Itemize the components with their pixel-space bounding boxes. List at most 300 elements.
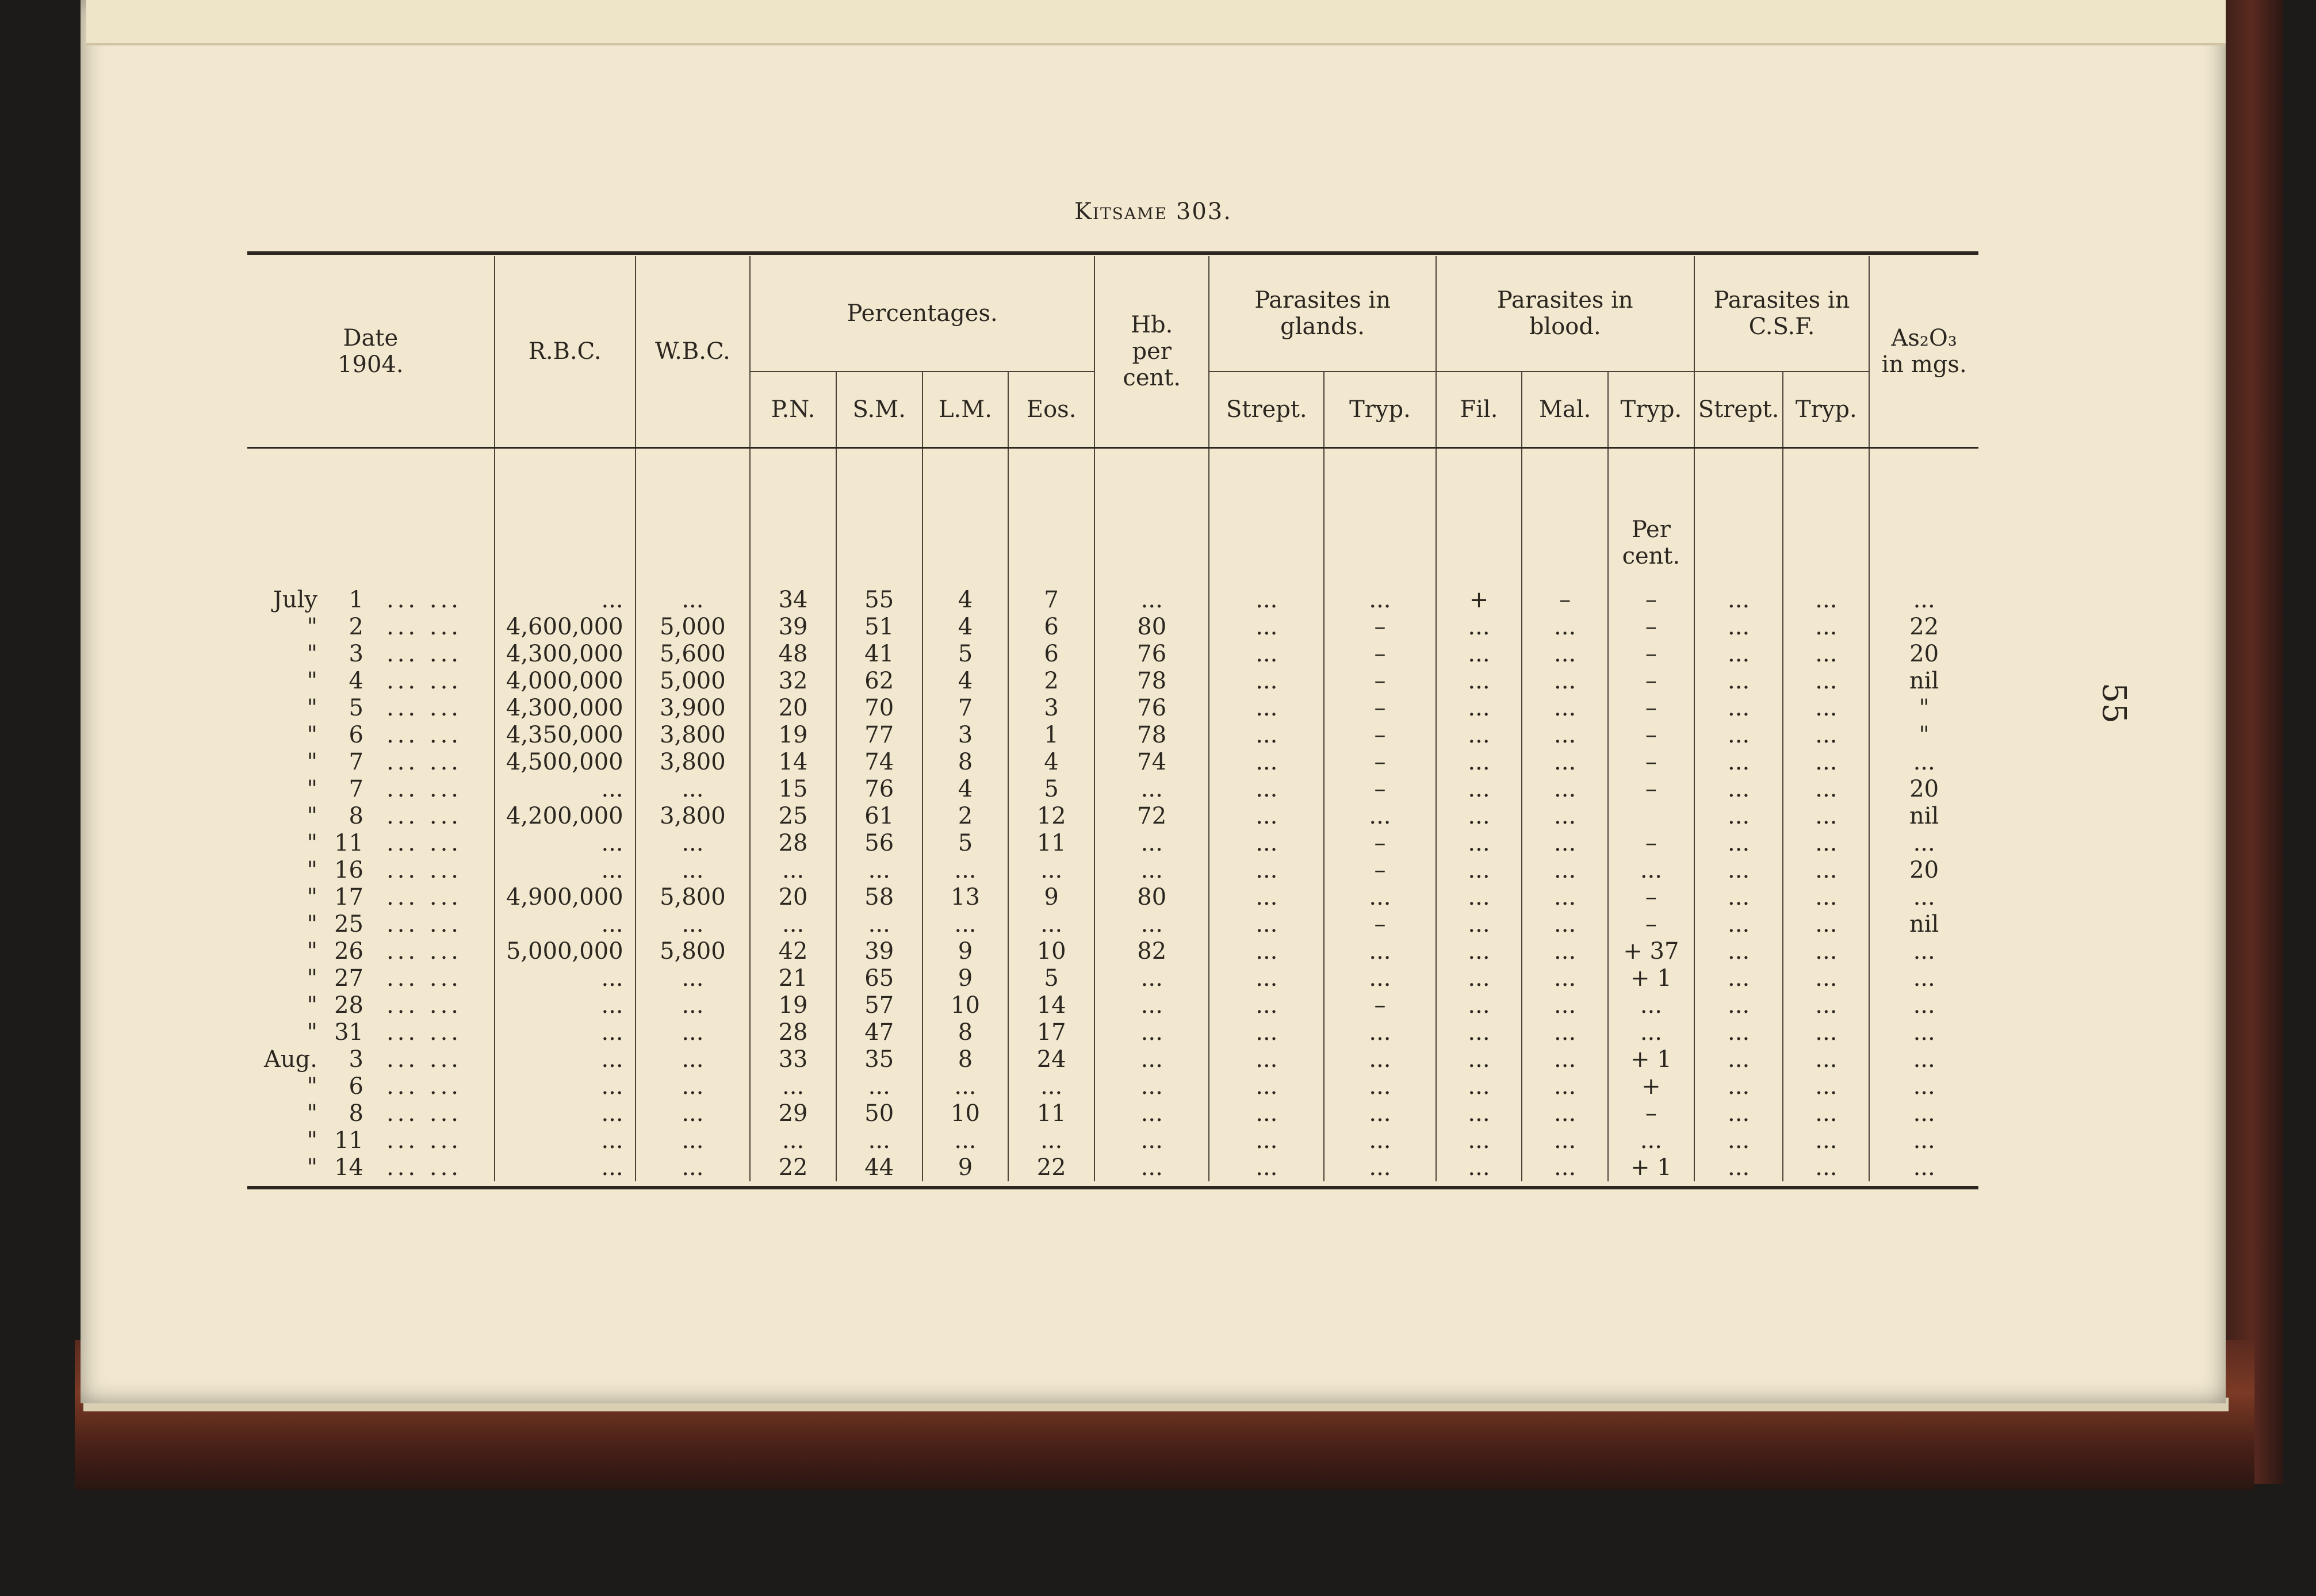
- cell-ct: ...: [1783, 641, 1869, 668]
- cell-rbc: ...: [495, 857, 636, 884]
- cell-eos: 24: [1008, 1046, 1094, 1073]
- date-cell: [247, 614, 495, 641]
- table-row: [247, 587, 1978, 614]
- cell-lm: 7: [922, 695, 1009, 722]
- table-top-rule: [247, 251, 1978, 255]
- cell-as: ...: [1913, 587, 1935, 613]
- cell-bm: ...: [1522, 803, 1608, 830]
- date-month: July: [273, 587, 317, 613]
- cell-bm: ...: [1522, 641, 1608, 668]
- cell-lm: 9: [922, 1154, 1009, 1181]
- cell-lm: 8: [922, 749, 1009, 776]
- leader-dots: ... ...: [386, 695, 462, 721]
- cell-hb: ...: [1094, 1154, 1209, 1181]
- cell-pn: 48: [750, 641, 836, 668]
- cell-gs: ...: [1209, 1073, 1324, 1100]
- cell-ct: ...: [1783, 1154, 1869, 1181]
- table-row: [247, 641, 1978, 668]
- cell-as: ": [1919, 722, 1930, 748]
- cell-bt: –: [1608, 776, 1694, 803]
- cell-ct: ...: [1783, 938, 1869, 965]
- cell-rbc: ...: [495, 911, 636, 938]
- cell-lm: 4: [922, 614, 1009, 641]
- cell-as: nil: [1909, 803, 1939, 829]
- cell-gt: ...: [1324, 1127, 1436, 1154]
- cell-rbc: 4,350,000: [495, 722, 636, 749]
- cell-bm: ...: [1522, 911, 1608, 938]
- cell-gs: ...: [1209, 641, 1324, 668]
- cell-gt: ...: [1324, 1019, 1436, 1046]
- cell-hb: ...: [1094, 857, 1209, 884]
- cell-pn: 14: [750, 749, 836, 776]
- cell-bt: + 37: [1608, 938, 1694, 965]
- cell-rbc: 4,000,000: [495, 668, 636, 695]
- cell-as: ...: [1913, 1046, 1935, 1073]
- cell-bf: ...: [1436, 1073, 1522, 1100]
- cell-rbc: ...: [495, 1127, 636, 1154]
- cell-cs: ...: [1694, 1073, 1783, 1100]
- leader-dots: ... ...: [386, 884, 462, 910]
- leader-dots: ... ...: [386, 668, 462, 694]
- cell-bt: –: [1608, 1100, 1694, 1127]
- cell-as: 20: [1909, 857, 1939, 883]
- cell-hb: 80: [1094, 614, 1209, 641]
- date-day: 16: [334, 857, 363, 883]
- cell-gs: ...: [1209, 668, 1324, 695]
- date-day: 5: [349, 695, 363, 721]
- cell-pn: ...: [750, 857, 836, 884]
- cell-pn: 15: [750, 776, 836, 803]
- header-wbc: W.B.C.: [636, 256, 751, 448]
- header-parasites-csf: Parasites in C.S.F.: [1694, 256, 1869, 372]
- cell-gs: ...: [1209, 776, 1324, 803]
- cell-gs: ...: [1209, 1046, 1324, 1073]
- table-row: [247, 857, 1978, 884]
- data-table: [247, 256, 1978, 1181]
- date-day: 27: [334, 965, 363, 992]
- cell-gt: ...: [1324, 965, 1436, 992]
- cell-pn: 29: [750, 1100, 836, 1127]
- cell-lm: 3: [922, 722, 1009, 749]
- cell-lm: 13: [922, 884, 1009, 911]
- cell-cs: ...: [1694, 749, 1783, 776]
- cell-gt: ...: [1324, 1100, 1436, 1127]
- cell-ct: ...: [1783, 1046, 1869, 1073]
- cell-ct: ...: [1783, 722, 1869, 749]
- cell-gt: –: [1324, 911, 1436, 938]
- date-month: ": [307, 1127, 317, 1154]
- cell-wbc: 5,600: [636, 641, 751, 668]
- cell-gs: ...: [1209, 695, 1324, 722]
- cell-as: ...: [1913, 1100, 1935, 1127]
- cell-wbc: 5,000: [636, 614, 751, 641]
- cell-eos: 11: [1008, 1100, 1094, 1127]
- cell-bf: ...: [1436, 803, 1522, 830]
- cell-rbc: ...: [495, 830, 636, 857]
- cell-bm: ...: [1522, 938, 1608, 965]
- cell-as: ": [1919, 695, 1930, 721]
- cell-gt: ...: [1324, 587, 1436, 614]
- cell-eos: ...: [1008, 857, 1094, 884]
- cell-hb: ...: [1094, 587, 1209, 614]
- cell-sm: 58: [836, 884, 922, 911]
- cell-gt: –: [1324, 830, 1436, 857]
- table-row: [247, 803, 1978, 830]
- cell-wbc: ...: [636, 776, 751, 803]
- table-row: [247, 722, 1978, 749]
- page-title: Kitsame 303.: [1074, 198, 1232, 225]
- date-month: ": [307, 965, 317, 992]
- header-csf-tryp: Tryp.: [1783, 372, 1869, 448]
- cell-eos: 4: [1008, 749, 1094, 776]
- cell-wbc: ...: [636, 857, 751, 884]
- cell-hb: ...: [1094, 1127, 1209, 1154]
- cell-wbc: ...: [636, 911, 751, 938]
- leader-dots: ... ...: [386, 587, 462, 613]
- cell-bf: ...: [1436, 641, 1522, 668]
- cell-eos: 14: [1008, 992, 1094, 1019]
- cell-bm: ...: [1522, 884, 1608, 911]
- date-cell: [247, 749, 495, 776]
- cell-eos: 1: [1008, 722, 1094, 749]
- date-day: 26: [334, 938, 363, 965]
- cell-gs: ...: [1209, 587, 1324, 614]
- cell-eos: 17: [1008, 1019, 1094, 1046]
- cell-as: nil: [1909, 668, 1939, 694]
- cell-gs: ...: [1209, 749, 1324, 776]
- cell-rbc: ...: [495, 1154, 636, 1181]
- cell-gt: ...: [1324, 1154, 1436, 1181]
- cell-sm: 50: [836, 1100, 922, 1127]
- cell-rbc: ...: [495, 1046, 636, 1073]
- date-month: ": [307, 1073, 317, 1100]
- cell-hb: ...: [1094, 992, 1209, 1019]
- header-blood-tryp: Tryp.: [1608, 372, 1694, 448]
- cell-bm: –: [1522, 587, 1608, 614]
- cell-gs: ...: [1209, 1100, 1324, 1127]
- cell-cs: ...: [1694, 668, 1783, 695]
- cell-sm: ...: [836, 911, 922, 938]
- date-cell: [247, 587, 495, 614]
- cell-bf: ...: [1436, 857, 1522, 884]
- header-blood-fil: Fil.: [1436, 372, 1522, 448]
- date-day: 3: [349, 641, 363, 667]
- cell-hb: ...: [1094, 965, 1209, 992]
- cell-lm: 4: [922, 668, 1009, 695]
- cell-hb: ...: [1094, 776, 1209, 803]
- header-percentages: Percentages.: [750, 256, 1094, 372]
- cell-lm: ...: [922, 857, 1009, 884]
- date-cell: [247, 641, 495, 668]
- cell-bm: ...: [1522, 776, 1608, 803]
- cell-eos: 2: [1008, 668, 1094, 695]
- table-row: [247, 1019, 1978, 1046]
- cell-lm: ...: [922, 1127, 1009, 1154]
- cell-sm: ...: [836, 1127, 922, 1154]
- cell-eos: 6: [1008, 641, 1094, 668]
- cell-pn: 19: [750, 992, 836, 1019]
- cell-gt: –: [1324, 668, 1436, 695]
- cell-wbc: ...: [636, 1100, 751, 1127]
- cell-wbc: ...: [636, 1019, 751, 1046]
- cell-wbc: ...: [636, 992, 751, 1019]
- cell-pn: 19: [750, 722, 836, 749]
- date-day: 31: [334, 1019, 363, 1046]
- cell-gs: ...: [1209, 965, 1324, 992]
- cell-rbc: ...: [495, 1019, 636, 1046]
- cell-sm: 61: [836, 803, 922, 830]
- header-hb: Hb. per cent.: [1094, 256, 1209, 448]
- date-day: 8: [349, 803, 363, 829]
- cell-wbc: 3,800: [636, 749, 751, 776]
- cell-ct: ...: [1783, 911, 1869, 938]
- cell-ct: ...: [1783, 1100, 1869, 1127]
- header-parasites-blood: Parasites in blood.: [1436, 256, 1694, 372]
- leader-dots: ... ...: [386, 1073, 462, 1100]
- cell-bf: ...: [1436, 830, 1522, 857]
- cell-gt: –: [1324, 614, 1436, 641]
- cell-bf: ...: [1436, 695, 1522, 722]
- cell-gs: ...: [1209, 911, 1324, 938]
- cell-bf: ...: [1436, 911, 1522, 938]
- cell-pn: ...: [750, 1073, 836, 1100]
- cell-sm: 44: [836, 1154, 922, 1181]
- date-month: ": [307, 857, 317, 883]
- cell-lm: 9: [922, 965, 1009, 992]
- cell-pn: 42: [750, 938, 836, 965]
- date-cell: [247, 857, 495, 884]
- cell-wbc: 5,800: [636, 884, 751, 911]
- header-parasites-glands: Parasites in glands.: [1209, 256, 1435, 372]
- date-month: Aug.: [264, 1046, 317, 1073]
- date-cell: [247, 803, 495, 830]
- cell-bf: ...: [1436, 1046, 1522, 1073]
- cell-bm: ...: [1522, 992, 1608, 1019]
- cell-eos: 12: [1008, 803, 1094, 830]
- table-row: [247, 938, 1978, 965]
- cell-as: ...: [1913, 749, 1935, 775]
- cell-bt: –: [1608, 911, 1694, 938]
- cell-gs: ...: [1209, 722, 1324, 749]
- table-row: [247, 992, 1978, 1019]
- cell-ct: ...: [1783, 803, 1869, 830]
- date-cell: [247, 695, 495, 722]
- date-month: ": [307, 1019, 317, 1046]
- table-row: [247, 1154, 1978, 1181]
- cell-wbc: ...: [636, 1073, 751, 1100]
- cell-sm: 55: [836, 587, 922, 614]
- cell-sm: 39: [836, 938, 922, 965]
- cell-as: ...: [1913, 1073, 1935, 1100]
- cell-hb: ...: [1094, 1019, 1209, 1046]
- cell-bt: –: [1608, 614, 1694, 641]
- cell-lm: ...: [922, 1073, 1009, 1100]
- cell-cs: ...: [1694, 1154, 1783, 1181]
- cell-bt: –: [1608, 830, 1694, 857]
- date-cell: [247, 776, 495, 803]
- date-day: 14: [334, 1154, 363, 1181]
- date-month: ": [307, 803, 317, 829]
- cell-cs: ...: [1694, 857, 1783, 884]
- cell-rbc: 4,600,000: [495, 614, 636, 641]
- cell-eos: 3: [1008, 695, 1094, 722]
- cell-gt: ...: [1324, 1046, 1436, 1073]
- leader-dots: ... ...: [386, 1100, 462, 1127]
- table-body: [247, 448, 1978, 1182]
- cell-gs: ...: [1209, 803, 1324, 830]
- cell-gt: –: [1324, 641, 1436, 668]
- cell-cs: ...: [1694, 587, 1783, 614]
- cell-pn: 20: [750, 695, 836, 722]
- cell-pn: 22: [750, 1154, 836, 1181]
- date-cell: [247, 992, 495, 1019]
- cell-wbc: ...: [636, 830, 751, 857]
- cell-hb: 76: [1094, 641, 1209, 668]
- date-cell: [247, 830, 495, 857]
- leader-dots: ... ...: [386, 857, 462, 883]
- cell-bm: ...: [1522, 614, 1608, 641]
- leader-dots: ... ...: [386, 722, 462, 748]
- date-month: ": [307, 722, 317, 748]
- leader-dots: ... ...: [386, 992, 462, 1019]
- cell-gs: ...: [1209, 857, 1324, 884]
- cell-bt: + 1: [1608, 1046, 1694, 1073]
- date-cell: [247, 1127, 495, 1154]
- date-day: 3: [349, 1046, 363, 1073]
- date-day: 4: [349, 668, 363, 694]
- cell-bm: ...: [1522, 1127, 1608, 1154]
- cell-lm: 4: [922, 776, 1009, 803]
- date-month: ": [307, 911, 317, 937]
- cell-cs: ...: [1694, 1127, 1783, 1154]
- cell-sm: ...: [836, 857, 922, 884]
- cell-bf: ...: [1436, 749, 1522, 776]
- cell-hb: 80: [1094, 884, 1209, 911]
- date-month: ": [307, 884, 317, 910]
- cell-bf: ...: [1436, 722, 1522, 749]
- cell-cs: ...: [1694, 965, 1783, 992]
- cell-lm: 9: [922, 938, 1009, 965]
- date-cell: [247, 911, 495, 938]
- cell-gt: –: [1324, 857, 1436, 884]
- cell-bm: ...: [1522, 749, 1608, 776]
- cell-sm: 57: [836, 992, 922, 1019]
- header-glands-tryp: Tryp.: [1324, 372, 1436, 448]
- cell-pn: 32: [750, 668, 836, 695]
- cell-bt: –: [1608, 722, 1694, 749]
- cell-sm: 77: [836, 722, 922, 749]
- table-bottom-rule: [247, 1186, 1978, 1189]
- cell-bf: ...: [1436, 1127, 1522, 1154]
- date-cell: [247, 884, 495, 911]
- cell-bm: ...: [1522, 668, 1608, 695]
- cell-bf: ...: [1436, 1100, 1522, 1127]
- date-day: 6: [349, 722, 363, 748]
- cell-as: ...: [1913, 1127, 1935, 1154]
- per-cent-note: Per cent.: [1608, 448, 1694, 587]
- cell-bt: + 1: [1608, 1154, 1694, 1181]
- cell-sm: 47: [836, 1019, 922, 1046]
- cell-cs: ...: [1694, 722, 1783, 749]
- cell-as: ...: [1913, 992, 1935, 1019]
- cell-bt: –: [1608, 668, 1694, 695]
- table-row: [247, 911, 1978, 938]
- cell-gt: –: [1324, 722, 1436, 749]
- leader-dots: ... ...: [386, 830, 462, 856]
- cell-rbc: 4,300,000: [495, 695, 636, 722]
- cell-bf: ...: [1436, 668, 1522, 695]
- cell-gt: ...: [1324, 884, 1436, 911]
- cell-pn: 20: [750, 884, 836, 911]
- cell-bm: ...: [1522, 1046, 1608, 1073]
- cell-rbc: ...: [495, 1100, 636, 1127]
- cell-bm: ...: [1522, 830, 1608, 857]
- cell-gt: –: [1324, 992, 1436, 1019]
- cell-wbc: ...: [636, 1046, 751, 1073]
- cell-sm: 35: [836, 1046, 922, 1073]
- cell-gs: ...: [1209, 1154, 1324, 1181]
- table-row: [247, 1127, 1978, 1154]
- header-lm: L.M.: [922, 372, 1009, 448]
- cell-hb: 78: [1094, 722, 1209, 749]
- cell-wbc: 3,800: [636, 722, 751, 749]
- date-cell: [247, 1100, 495, 1127]
- cell-bt: –: [1608, 641, 1694, 668]
- cell-hb: ...: [1094, 911, 1209, 938]
- table-row: [247, 830, 1978, 857]
- cell-pn: 25: [750, 803, 836, 830]
- cell-sm: 62: [836, 668, 922, 695]
- cell-gs: ...: [1209, 830, 1324, 857]
- cell-bt: –: [1608, 749, 1694, 776]
- table-header: [247, 256, 1978, 448]
- date-cell: [247, 1046, 495, 1073]
- cell-pn: 33: [750, 1046, 836, 1073]
- cell-bf: ...: [1436, 614, 1522, 641]
- cell-eos: 6: [1008, 614, 1094, 641]
- cell-as: 20: [1909, 641, 1939, 667]
- cell-sm: 51: [836, 614, 922, 641]
- cell-hb: 82: [1094, 938, 1209, 965]
- cell-eos: 5: [1008, 965, 1094, 992]
- cell-rbc: ...: [495, 587, 636, 614]
- table-row: [247, 884, 1978, 911]
- cell-ct: ...: [1783, 965, 1869, 992]
- cell-hb: ...: [1094, 1100, 1209, 1127]
- date-month: ": [307, 1154, 317, 1181]
- date-month: ": [307, 938, 317, 965]
- date-month: ": [307, 695, 317, 721]
- cell-as: ...: [1913, 884, 1935, 910]
- cell-pn: ...: [750, 1127, 836, 1154]
- cell-sm: 76: [836, 776, 922, 803]
- date-month: ": [307, 776, 317, 802]
- date-day: 8: [349, 1100, 363, 1127]
- cell-sm: 65: [836, 965, 922, 992]
- cell-ct: ...: [1783, 884, 1869, 911]
- leader-dots: ... ...: [386, 938, 462, 965]
- date-day: 11: [334, 1127, 363, 1154]
- date-day: 7: [349, 776, 363, 802]
- cell-lm: 10: [922, 992, 1009, 1019]
- header-pn: P.N.: [750, 372, 836, 448]
- cell-rbc: 4,500,000: [495, 749, 636, 776]
- date-cell: [247, 1019, 495, 1046]
- cell-hb: 78: [1094, 668, 1209, 695]
- cell-lm: 5: [922, 641, 1009, 668]
- cell-lm: 10: [922, 1100, 1009, 1127]
- cell-wbc: 5,800: [636, 938, 751, 965]
